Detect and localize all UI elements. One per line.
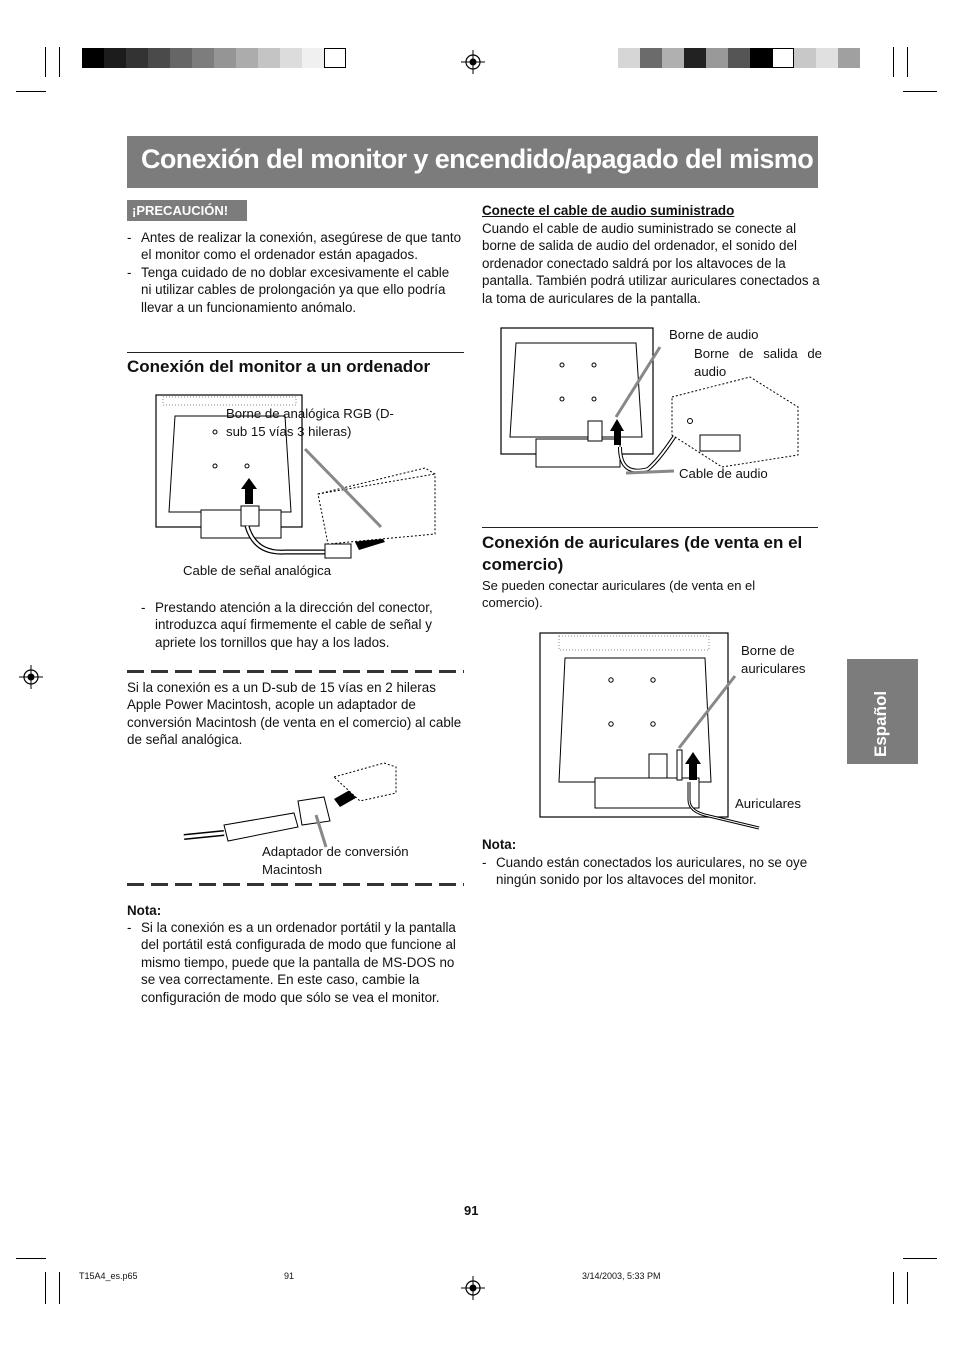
list-item: - Prestando atención a la dirección del conector, introduzca aquí firmemente el cable de señal y apriete los tornillos que hay a los lados.: [141, 600, 433, 650]
step-list: [141, 599, 464, 651]
color-swatch: [816, 48, 838, 68]
divider: [127, 352, 464, 353]
registration-mark-icon: [461, 1276, 485, 1300]
color-swatch: [838, 48, 860, 68]
list-item: - Tenga cuidado de no doblar excesivamente el cable ni utilizar cables de prolongación ya que ello podría llevar a un funcionamiento anómalo.: [127, 264, 450, 315]
mac-adapter-figure: [184, 755, 414, 855]
color-swatch: [324, 48, 346, 68]
note-list: [482, 854, 818, 889]
color-swatch: [772, 48, 794, 68]
color-swatch: [750, 48, 772, 68]
caution-item-text: Tenga cuidado de no doblar excesivamente el cable ni utilizar cables de prolongación ya que ello podría llevar a un funcionamiento anómalo.: [141, 264, 450, 315]
list-item: - Antes de realizar la conexión, asegúrese de que tanto el monitor como el ordenador están apagados.: [127, 230, 462, 263]
dashed-divider: [127, 670, 464, 673]
color-swatch: [236, 48, 258, 68]
fig3-cable-label: Cable de audio: [679, 466, 768, 481]
color-swatch: [640, 48, 662, 68]
fig4-borne-label: Borne de auriculares: [741, 643, 806, 676]
note-text: Si la conexión es a un ordenador portátil y la pantalla del portátil está configurada de modo que funcione al mismo tiempo, puede que la pantalla de MS-DOS no se vea correctamente. En este caso, cambie la configuración de modo que sólo se vea el monitor.: [141, 920, 456, 1005]
color-swatch: [82, 48, 104, 68]
color-swatch: [148, 48, 170, 68]
language-tab-label: Español: [871, 690, 890, 757]
fig2-adapter-label: Adaptador de conversión Macintosh: [262, 844, 409, 877]
fig1-rgb-label: Borne de analógica RGB (D-sub 15 vías 3 hileras): [226, 406, 394, 439]
color-swatch: [126, 48, 148, 68]
color-swatch: [728, 48, 750, 68]
note-title: Nota:: [482, 837, 517, 852]
footer-datetime: 3/14/2003, 5:33 PM: [582, 1271, 661, 1281]
section2-paragraph: Se pueden conectar auriculares (de venta en el comercio).: [482, 578, 756, 611]
color-swatch: [618, 48, 640, 68]
page-number: 91: [464, 1203, 479, 1218]
caution-item-text: Antes de realizar la conexión, asegúrese de que tanto el monitor como el ordenador están apagados.: [141, 230, 462, 263]
color-swatch: [684, 48, 706, 68]
mac-paragraph: Si la conexión es a un D-sub de 15 vías en 2 hileras Apple Power Macintosh, acople un adaptador de conversión Macintosh (de venta en el comercio) al cable de señal analógica.: [127, 680, 462, 748]
list-item: - Cuando están conectados los auriculares, no se oye ningún sonido por los altavoces del monitor.: [482, 855, 808, 888]
registration-mark-icon: [461, 50, 485, 74]
color-swatch: [258, 48, 280, 68]
step-text: Prestando atención a la dirección del conector, introduzca aquí firmemente el cable de señal y apriete los tornillos que hay a los lados.: [155, 600, 433, 650]
color-swatch: [170, 48, 192, 68]
title-banner: [127, 136, 818, 188]
caution-list: [127, 229, 462, 316]
language-tab: [847, 659, 918, 764]
dashed-divider: [127, 883, 464, 886]
footer-page-ref: 91: [284, 1271, 295, 1281]
color-swatch: [794, 48, 816, 68]
color-swatch: [192, 48, 214, 68]
color-swatch: [302, 48, 324, 68]
audio-paragraph: Cuando el cable de audio suministrado se conecte al borne de salida de audio del ordenador, el sonido del ordenador conectado saldrá por los altavoces de la pantalla. También podrá utilizar auriculares conectados a la toma de auriculares de la pantalla.: [482, 221, 820, 306]
section-heading: Conexión del monitor a un ordenador: [127, 357, 431, 376]
list-item: - Si la conexión es a un ordenador portátil y la pantalla del portátil está configurada de modo que funcione al mismo tiempo, puede que la pantalla de MS-DOS no se vea correctamente. En este caso, cambie la configuración de modo que sólo se vea el monitor.: [127, 920, 456, 1005]
color-swatch: [214, 48, 236, 68]
fig3-salida-label: Borne de salida de audio: [694, 346, 822, 379]
note-list: [127, 919, 462, 1006]
note-text: Cuando están conectados los auriculares, no se oye ningún sonido por los altavoces del monitor.: [496, 855, 808, 888]
fig4-auriculares-label: Auriculares: [735, 796, 801, 811]
caution-badge: ¡PRECAUCIÓN!: [127, 200, 247, 221]
color-swatch: [104, 48, 126, 68]
footer-file: T15A4_es.p65: [79, 1271, 138, 1281]
note-title: Nota:: [127, 903, 162, 918]
registration-mark-icon: [19, 665, 43, 689]
fig1-cable-label: Cable de señal analógica: [183, 563, 332, 578]
fig3-borne-label: Borne de audio: [669, 327, 759, 342]
section-heading: Conexión de auriculares (de venta en el comercio): [482, 533, 803, 574]
color-swatch: [662, 48, 684, 68]
page-title: Conexión del monitor y encendido/apagado del mismo: [141, 144, 814, 174]
color-swatch: [280, 48, 302, 68]
audio-heading: Conecte el cable de audio suministrado: [482, 203, 735, 218]
color-swatch: [706, 48, 728, 68]
divider: [482, 527, 818, 528]
